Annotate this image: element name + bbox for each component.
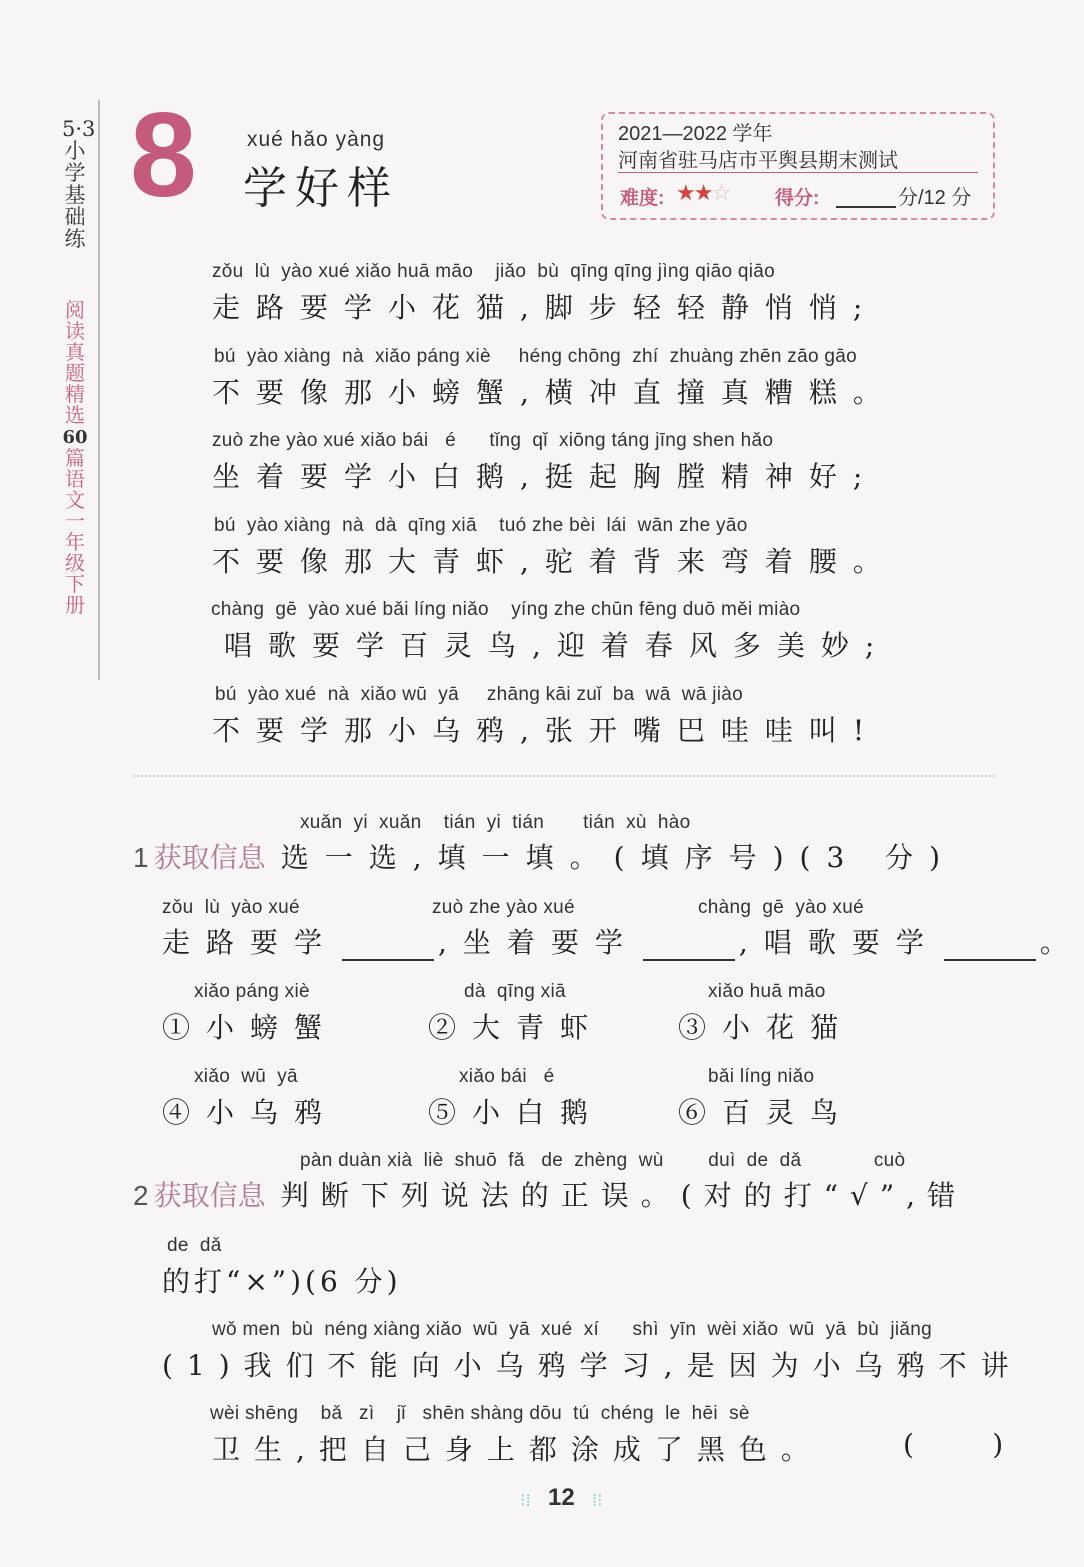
book-count-unit: 篇	[65, 446, 85, 470]
score-total: 分/12 分	[898, 187, 972, 209]
q2-text-2: 的打“×”)(6 分)	[162, 1265, 402, 1298]
poem-line-4-pinyin: bú yào xiàng nà dà qīng xiā tuó zhe bèi lái wān zhe yāo	[214, 515, 748, 536]
q1-blank-1[interactable]	[342, 935, 434, 961]
q1-fill-pinyin-1: zǒu lù yào xué	[162, 897, 300, 918]
q1-option-6-pinyin: bǎi líng niǎo	[708, 1066, 815, 1087]
poem-line-3: 坐着要学小白鹅,挺起胸膛精神好;	[212, 460, 879, 493]
question-2	[133, 1174, 967, 1214]
q2-answer-box[interactable]: ( )	[903, 1428, 1006, 1461]
section-divider	[133, 775, 995, 777]
score-label: 得分:	[775, 188, 820, 209]
book-subject: 语文	[65, 467, 85, 512]
poem-line-6: 不要学那小乌鸦,张开嘴巴哇哇叫!	[212, 714, 881, 747]
star-empty-icon: ☆	[711, 181, 730, 206]
q1-fill-text-3: ,唱歌要学	[738, 926, 940, 959]
q2-item1: (1)我们不能向小乌鸦学习,是因为小乌鸦不讲	[162, 1349, 1023, 1382]
q1-option-6: ⑥百灵鸟	[678, 1096, 855, 1129]
book-title	[62, 300, 88, 616]
q2-item1-pinyin: wǒ men bù néng xiàng xiǎo wū yā xué xí shì yīn wèi xiǎo wū yā bù jiǎng	[212, 1319, 932, 1340]
q1-fill-text-2: ,坐着要学	[438, 926, 639, 959]
book-count: 60	[62, 427, 88, 448]
question-1	[133, 836, 956, 876]
q1-fill-line	[162, 921, 1084, 961]
q2-tag: 获取信息	[153, 1180, 266, 1211]
q2-item1-pinyin-2: wèi shēng bǎ zì jǐ shēn shàng dōu tú chéng le hēi sè	[210, 1403, 750, 1424]
q1-option-3: ③小花猫	[678, 1011, 855, 1044]
test-source: 河南省驻马店市平舆县期末测试	[618, 150, 898, 172]
poem-line-5: 唱歌要学百灵鸟,迎着春风多美妙;	[224, 629, 891, 662]
difficulty-label: 难度:	[620, 188, 665, 209]
poem-line-2: 不要像那小螃蟹,横冲直撞真糟糕。	[212, 376, 897, 409]
q2-text: 判断下列说法的正误。(对的打“√”,错	[280, 1179, 968, 1212]
q1-option-5: ⑤小白鹅	[428, 1096, 605, 1129]
q2-pinyin-2: de dǎ	[167, 1235, 222, 1256]
page-deco-left: ⁝⁞	[520, 1490, 531, 1511]
q1-option-1-pinyin: xiǎo páng xiè	[194, 981, 310, 1002]
q1-option-4-pinyin: xiǎo wū yā	[194, 1066, 298, 1087]
poem-line-6-pinyin: bú yào xué nà xiǎo wū yā zhāng kāi zuǐ ba wā wā jiào	[215, 684, 743, 705]
school-year: 2021—2022 学年	[618, 123, 773, 145]
difficulty-stars	[676, 181, 729, 206]
q1-blank-2[interactable]	[643, 935, 735, 961]
poem-line-4: 不要像那大青虾,驼着背来弯着腰。	[212, 545, 897, 578]
star-filled-icon: ★	[693, 181, 712, 206]
q1-option-4: ④小乌鸦	[162, 1096, 339, 1129]
page-deco-right: ⁞⁝	[592, 1490, 603, 1511]
q1-option-2: ②大青虾	[428, 1011, 605, 1044]
q1-fill-text-1: 走路要学	[162, 926, 339, 959]
q1-text: 选一选,填一填。(填序号)(3 分)	[280, 841, 957, 874]
poem-line-3-pinyin: zuò zhe yào xué xiǎo bái é tǐng qǐ xiōng táng jīng shen hǎo	[212, 430, 774, 451]
q1-option-2-pinyin: dà qīng xiā	[464, 981, 566, 1002]
book-title-main: 阅读真题精选	[65, 298, 85, 427]
poem-line-5-pinyin: chàng gē yào xué bǎi líng niǎo yíng zhe chūn fēng duō měi miào	[211, 599, 801, 620]
side-divider	[98, 100, 100, 680]
page-number: 12	[548, 1484, 575, 1511]
q2-item1-2: 卫生,把自己身上都涂成了黑色。	[212, 1433, 823, 1466]
poem-line-1-pinyin: zǒu lù yào xué xiǎo huā māo jiǎo bù qīng qīng jìng qiāo qiāo	[212, 261, 776, 282]
lesson-number: 8	[130, 88, 197, 222]
q1-fill-pinyin-3: chàng gē yào xué	[698, 897, 864, 918]
q1-blank-3[interactable]	[944, 935, 1036, 961]
q1-fill-text-4: 。	[1039, 926, 1084, 959]
info-separator	[618, 172, 978, 173]
q1-tag: 获取信息	[153, 842, 266, 873]
book-grade: 一年级下册	[65, 509, 85, 617]
score-blank[interactable]	[836, 206, 896, 208]
q1-pinyin: xuǎn yi xuǎn tián yi tián tián xù hào	[300, 812, 691, 833]
series-title: 5·3小学基础练	[62, 117, 96, 251]
q1-fill-pinyin-2: zuò zhe yào xué	[432, 897, 575, 918]
q2-pinyin: pàn duàn xià liè shuō fǎ de zhèng wù duì de dǎ cuò	[300, 1150, 906, 1171]
poem-line-1: 走路要学小花猫,脚步轻轻静悄悄;	[212, 291, 879, 324]
q1-option-1: ①小螃蟹	[162, 1011, 339, 1044]
q1-option-3-pinyin: xiǎo huā māo	[708, 981, 826, 1002]
q1-option-5-pinyin: xiǎo bái é	[459, 1066, 555, 1087]
q2-number: 2	[133, 1180, 149, 1211]
q1-number: 1	[133, 842, 149, 873]
lesson-title: 学好样	[243, 164, 399, 213]
poem-line-2-pinyin: bú yào xiàng nà xiǎo páng xiè héng chōng zhí zhuàng zhēn zāo gāo	[214, 346, 858, 367]
star-filled-icon: ★	[676, 181, 694, 206]
title-pinyin: xué hǎo yàng	[247, 128, 386, 151]
